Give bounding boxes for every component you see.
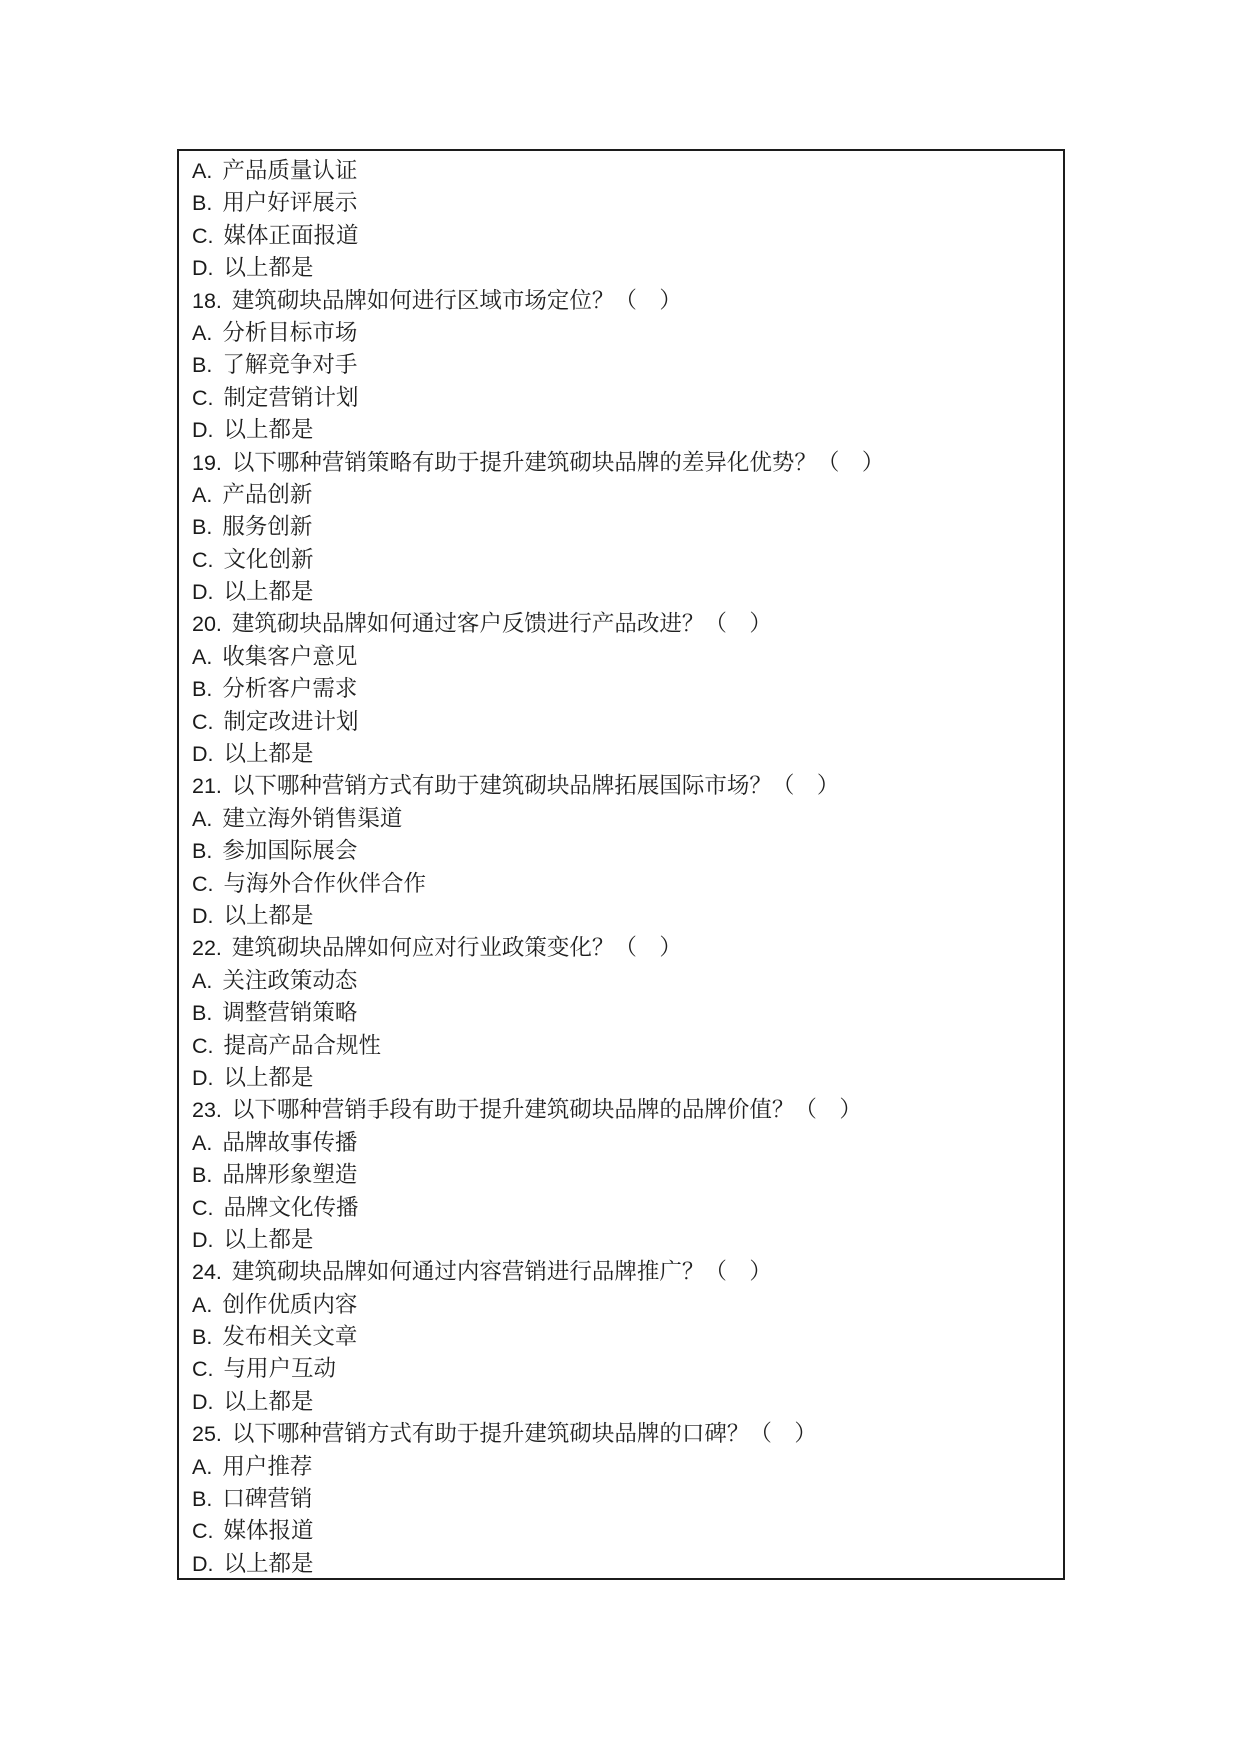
option-line [192,1030,1053,1062]
option-text: 以上都是 [223,741,314,767]
option-letter: B. [192,191,213,216]
option-line [192,349,1053,381]
option-text: 品牌文化传播 [223,1194,359,1220]
question-line [192,1094,1053,1126]
option-letter: B. [192,1325,213,1350]
option-line [192,738,1053,770]
option-letter: B. [192,1001,213,1026]
option-text: 调整营销策略 [222,1000,358,1026]
option-text: 以上都是 [223,255,314,281]
option-text: 媒体正面报道 [223,222,359,248]
option-text: 服务创新 [222,514,313,540]
option-letter: D. [192,418,214,443]
option-line [192,900,1053,932]
option-line [192,997,1053,1029]
option-line [192,803,1053,835]
option-text: 分析目标市场 [222,319,358,345]
option-line [192,1515,1053,1547]
option-letter: A. [192,482,213,507]
question-text: 以下哪种营销方式有助于建筑砌块品牌拓展国际市场？（ ） [231,773,840,799]
option-letter: D. [192,256,214,281]
option-text: 了解竞争对手 [222,352,358,378]
option-line [192,1127,1053,1159]
option-letter: D. [192,1551,214,1576]
option-text: 收集客户意见 [222,643,358,669]
option-line [192,511,1053,543]
question-line [192,770,1053,802]
option-text: 分析客户需求 [222,676,358,702]
option-text: 文化创新 [223,546,314,572]
option-letter: D. [192,903,214,928]
option-text: 用户好评展示 [222,190,358,216]
option-line [192,1386,1053,1418]
option-text: 用户推荐 [222,1453,313,1479]
option-text: 以上都是 [223,902,314,928]
question-text: 建筑砌块品牌如何应对行业政策变化？（ ） [231,935,682,961]
option-letter: C. [192,1195,214,1220]
option-line [192,317,1053,349]
option-letter: B. [192,1163,213,1188]
option-text: 创作优质内容 [222,1291,358,1317]
option-text: 品牌故事传播 [222,1129,358,1155]
option-letter: B. [192,515,213,540]
option-text: 媒体报道 [223,1518,314,1544]
option-text: 参加国际展会 [222,838,358,864]
option-letter: C. [192,223,214,248]
question-text: 建筑砌块品牌如何进行区域市场定位？（ ） [231,287,682,313]
question-line [192,447,1053,479]
option-line [192,965,1053,997]
option-line [192,1353,1053,1385]
option-letter: A. [192,1130,213,1155]
option-letter: A. [192,159,213,183]
option-line [192,382,1053,414]
question-line [192,1256,1053,1288]
option-text: 口碑营销 [222,1486,313,1512]
option-text: 关注政策动态 [222,967,358,993]
option-letter: B. [192,839,213,864]
question-line [192,1418,1053,1450]
option-letter: D. [192,1389,214,1414]
option-line [192,576,1053,608]
option-letter: A. [192,320,213,345]
option-letter: B. [192,677,213,702]
option-text: 制定改进计划 [223,708,359,734]
option-letter: C. [192,1519,214,1544]
option-text: 以上都是 [223,579,314,605]
option-letter: A. [192,806,213,831]
option-line [192,835,1053,867]
option-letter: C. [192,871,214,896]
option-line [192,187,1053,219]
question-number: 20. [192,612,222,637]
question-number: 21. [192,774,222,799]
question-line [192,932,1053,964]
option-line [192,252,1053,284]
option-line [192,1062,1053,1094]
option-letter: C. [192,1357,214,1382]
option-text: 品牌形象塑造 [222,1162,358,1188]
option-letter: C. [192,385,214,410]
option-letter: A. [192,644,213,669]
question-text: 建筑砌块品牌如何通过内容营销进行品牌推广？（ ） [231,1259,772,1285]
option-text: 以上都是 [223,1226,314,1252]
option-line [192,414,1053,446]
option-line [192,479,1053,511]
question-text: 以下哪种营销策略有助于提升建筑砌块品牌的差异化优势？（ ） [231,449,885,475]
option-line [192,1224,1053,1256]
question-text: 以下哪种营销手段有助于提升建筑砌块品牌的品牌价值？（ ） [231,1097,862,1123]
option-line [192,1483,1053,1515]
option-line [192,544,1053,576]
option-line [192,155,1053,187]
question-number: 19. [192,450,222,475]
option-text: 制定营销计划 [223,384,359,410]
option-text: 以上都是 [223,1550,314,1576]
question-number: 24. [192,1260,222,1285]
question-number: 18. [192,288,222,313]
option-letter: D. [192,1065,214,1090]
option-letter: C. [192,1033,214,1058]
question-line [192,285,1053,317]
question-number: 22. [192,936,222,961]
option-text: 发布相关文章 [222,1324,358,1350]
option-line [192,1321,1053,1353]
option-line [192,673,1053,705]
option-text: 与用户互动 [223,1356,337,1382]
question-list [179,151,1063,1580]
option-line [192,1451,1053,1483]
option-letter: B. [192,1487,213,1512]
option-letter: D. [192,1227,214,1252]
option-text: 产品质量认证 [222,158,358,183]
option-line [192,1192,1053,1224]
option-text: 以上都是 [223,1064,314,1090]
option-line [192,1548,1053,1580]
option-letter: A. [192,968,213,993]
option-line [192,641,1053,673]
option-letter: D. [192,580,214,605]
option-letter: C. [192,547,214,572]
option-line [192,1159,1053,1191]
question-text: 以下哪种营销方式有助于提升建筑砌块品牌的口碑？（ ） [231,1421,817,1447]
question-box [177,149,1065,1580]
question-number: 25. [192,1422,222,1447]
option-text: 以上都是 [223,417,314,443]
option-letter: A. [192,1292,213,1317]
question-text: 建筑砌块品牌如何通过客户反馈进行产品改进？（ ） [231,611,772,637]
question-line [192,608,1053,640]
option-text: 建立海外销售渠道 [222,805,403,831]
option-letter: D. [192,742,214,767]
option-letter: C. [192,709,214,734]
question-number: 23. [192,1098,222,1123]
option-letter: B. [192,353,213,378]
option-line [192,706,1053,738]
option-letter: A. [192,1454,213,1479]
option-line [192,1289,1053,1321]
option-line [192,220,1053,252]
option-text: 与海外合作伙伴合作 [223,870,427,896]
option-line [192,868,1053,900]
option-text: 产品创新 [222,481,313,507]
option-text: 提高产品合规性 [223,1032,382,1058]
option-text: 以上都是 [223,1388,314,1414]
